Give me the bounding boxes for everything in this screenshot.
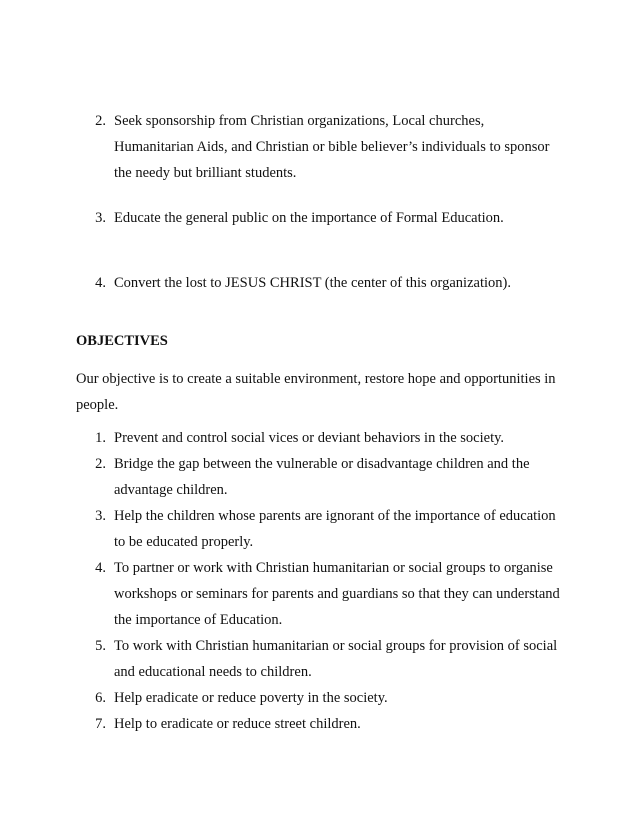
list-item-text: Help eradicate or reduce poverty in the society. [114,690,388,706]
list-item-text: the needy but brilliant students. [114,165,297,181]
list-number: 7. [95,716,106,732]
list-item-text: and educational needs to children. [114,664,312,680]
list-number: 4. [95,560,106,576]
list-item-text: Help the children whose parents are ignorant of the importance of education [114,508,556,524]
list-item-text: Humanitarian Aids, and Christian or bible believer’s individuals to sponsor [114,139,550,155]
list-number: 1. [95,430,106,446]
list-number: 5. [95,638,106,654]
list-item-text: advantage children. [114,482,228,498]
list-item-text: Help to eradicate or reduce street children. [114,716,361,732]
list-item-text: workshops or seminars for parents and guardians so that they can understand [114,586,560,602]
list-item-text: Seek sponsorship from Christian organizations, Local churches, [114,113,485,129]
list-item-text: Convert the lost to JESUS CHRIST (the center of this organization). [114,275,511,291]
paragraph-line: people. [76,397,119,413]
list-number: 6. [95,690,106,706]
list-number: 3. [95,210,106,226]
list-item-text: Educate the general public on the importance of Formal Education. [114,210,504,226]
list-item-text: Prevent and control social vices or deviant behaviors in the society. [114,430,505,446]
list-number: 2. [95,456,106,472]
list-item-text: To partner or work with Christian humanitarian or social groups to organise [114,560,553,576]
list-item-text: Bridge the gap between the vulnerable or disadvantage children and the [114,456,530,472]
list-item-text: To work with Christian humanitarian or social groups for provision of social [114,638,558,654]
list-number: 3. [95,508,106,524]
list-item-text: to be educated properly. [114,534,254,550]
list-number: 2. [95,113,106,129]
list-number: 4. [95,275,106,291]
paragraph-line: Our objective is to create a suitable environment, restore hope and opportunities in [76,371,556,387]
list-item-text: the importance of Education. [114,612,283,628]
section-heading: OBJECTIVES [76,333,168,349]
